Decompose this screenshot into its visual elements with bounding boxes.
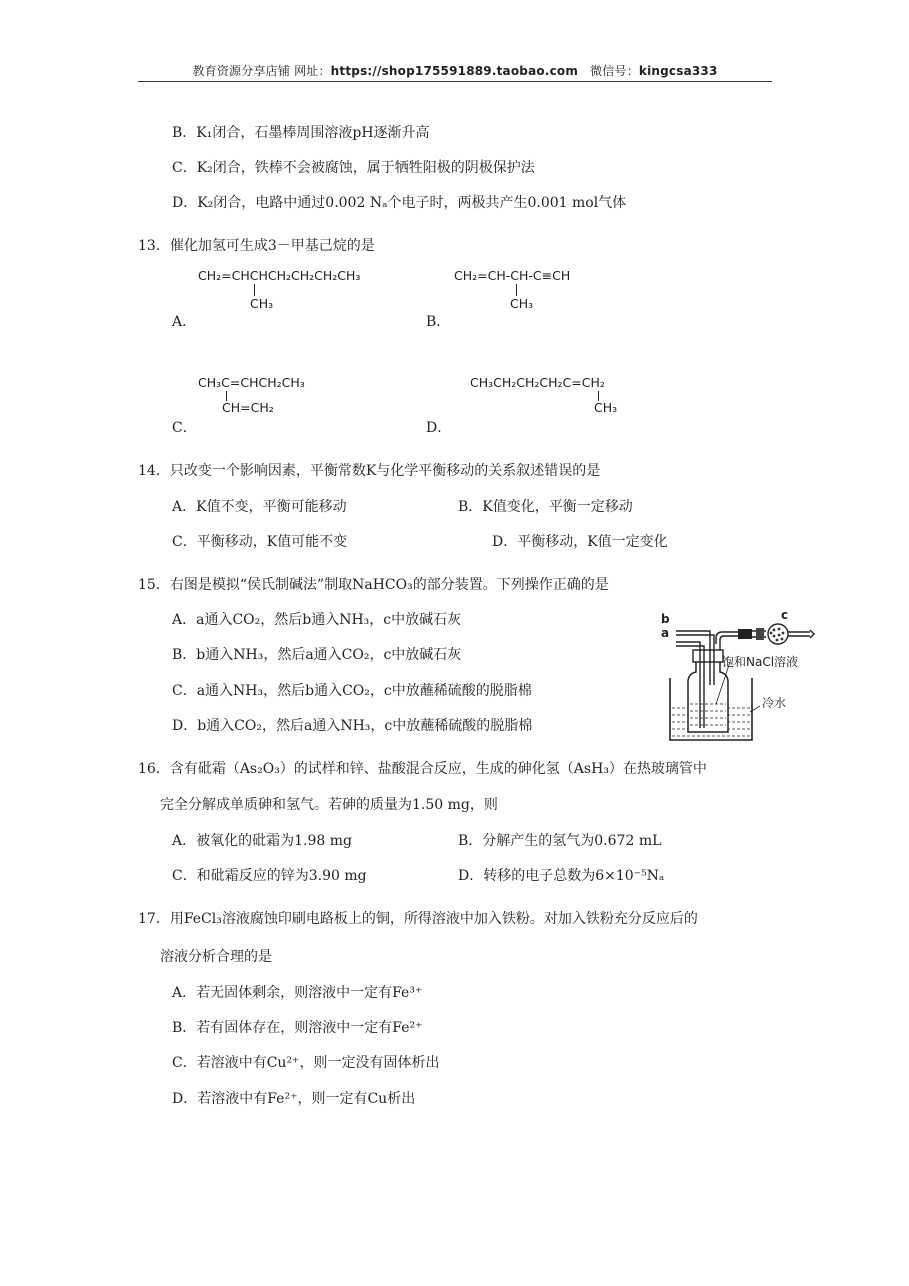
q13-d-formula-main: CH₃CH₂CH₂CH₂C=CH₂ <box>470 375 605 390</box>
q13-c-formula-main: CH₃C=CHCH₂CH₃ <box>198 375 305 390</box>
q14-option-c: C．平衡移动，K值可能不变 <box>172 534 348 550</box>
drying-tube-cap <box>756 628 764 640</box>
q12-option-b: B．K₁闭合，石墨棒周围溶液pH逐渐升高 <box>172 125 430 141</box>
q16-stem-line2: 完全分解成单质砷和氢气。若砷的质量为1.50 mg，则 <box>160 797 498 813</box>
q13-option-c-label: C． <box>172 420 197 436</box>
page-header <box>138 62 772 79</box>
q14-option-b: B．K值变化，平衡一定移动 <box>458 499 633 515</box>
q13-c-formula-branch: CH=CH₂ <box>222 400 274 415</box>
figure-label-water: 冷水 <box>762 696 787 710</box>
figure-label-a: a <box>661 626 670 640</box>
q13-a-bond <box>254 284 255 296</box>
rubber-connector <box>738 629 752 639</box>
q14-stem: 14．只改变一个影响因素，平衡常数K与化学平衡移动的关系叙述错误的是 <box>138 463 601 479</box>
q14-option-a: A．K值不变，平衡可能移动 <box>172 499 347 515</box>
q13-stem: 13．催化加氢可生成3－甲基己烷的是 <box>138 238 375 254</box>
q17-stem-line2: 溶液分析合理的是 <box>160 949 272 965</box>
q12-option-d: D．K₂闭合，电路中通过0.002 Nₐ个电子时，两极共产生0.001 mol气体 <box>172 195 627 211</box>
q17-option-a: A．若无固体剩余，则溶液中一定有Fe³⁺ <box>172 985 423 1001</box>
q15-stem: 15．右图是模拟“侯氏制碱法”制取NaHCO₃的部分装置。下列操作正确的是 <box>138 577 609 593</box>
q13-b-formula-branch: CH₃ <box>510 296 534 311</box>
header-url[interactable]: https://shop175591889.taobao.com <box>330 64 579 78</box>
q15-option-a: A．a通入CO₂，然后b通入NH₃，c中放碱石灰 <box>172 612 462 628</box>
q16-option-a: A．被氧化的砒霜为1.98 mg <box>172 833 352 849</box>
q12-option-c: C．K₂闭合，铁棒不会被腐蚀，属于牺牲阳极的阴极保护法 <box>172 160 535 176</box>
figure-label-solution: 饱和NaCl溶液 <box>722 655 799 669</box>
q13-option-a-label: A． <box>172 314 197 330</box>
q16-option-c: C．和砒霜反应的锌为3.90 mg <box>172 868 367 884</box>
gas-washing-bottle <box>688 660 728 732</box>
q13-d-formula-branch: CH₃ <box>594 400 618 415</box>
q13-option-b-label: B． <box>426 314 451 330</box>
outlet-tube-outer <box>716 632 738 644</box>
header-wechat-id: kingcsa333 <box>638 64 718 78</box>
q17-stem-line1: 17．用FeCl₃溶液腐蚀印刷电路板上的铜，所得溶液中加入铁粉。对加入铁粉充分反应后的 <box>138 911 698 927</box>
header-prefix: 教育资源分享店铺 网址： <box>192 64 331 78</box>
q17-option-b: B．若有固体存在，则溶液中一定有Fe²⁺ <box>172 1020 423 1036</box>
q14-option-d: D．平衡移动，K值一定变化 <box>492 534 668 550</box>
header-divider <box>138 81 772 82</box>
q13-a-formula-main: CH₂=CHCHCH₂CH₂CH₂CH₃ <box>198 268 361 283</box>
rubber-stopper <box>693 650 723 662</box>
q15-apparatus-figure <box>650 600 830 750</box>
q13-option-d-label: D． <box>426 420 452 436</box>
q13-b-bond <box>516 284 517 296</box>
q15-option-c: C．a通入NH₃，然后b通入CO₂，c中放蘸稀硫酸的脱脂棉 <box>172 683 532 699</box>
q16-option-d: D．转移的电子总数为6×10⁻⁵Nₐ <box>458 868 665 884</box>
q13-a-formula-branch: CH₃ <box>250 296 274 311</box>
q15-option-d: D．b通入CO₂，然后a通入NH₃，c中放蘸稀硫酸的脱脂棉 <box>172 718 533 734</box>
q17-option-d: D．若溶液中有Fe²⁺，则一定有Cu析出 <box>172 1091 416 1107</box>
q13-b-formula-main: CH₂=CH-CH-C≡CH <box>454 268 571 283</box>
q16-option-b: B．分解产生的氢气为0.672 mL <box>458 833 662 849</box>
figure-label-b: b <box>661 612 670 626</box>
drying-tube-outlet <box>788 630 814 638</box>
q16-stem-line1: 16．含有砒霜（As₂O₃）的试样和锌、盐酸混合反应，生成的砷化氢（AsH₃）在热玻璃管中 <box>138 761 707 777</box>
q15-option-b: B．b通入NH₃，然后a通入CO₂，c中放碱石灰 <box>172 647 462 663</box>
outlet-tube-inner <box>720 636 738 650</box>
header-wechat-label: 微信号： <box>590 64 639 78</box>
q17-option-c: C．若溶液中有Cu²⁺，则一定没有固体析出 <box>172 1055 440 1071</box>
figure-label-c: c <box>781 608 789 622</box>
